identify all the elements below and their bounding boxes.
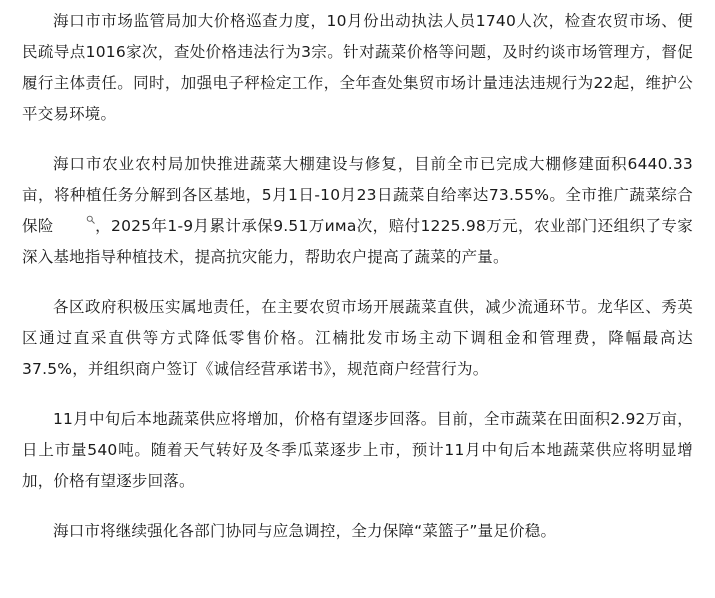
- search-icon-wrapper[interactable]: [54, 211, 95, 242]
- search-icon[interactable]: [86, 215, 95, 224]
- paragraph-text-part-2: ，2025年1-9月累计承保9.51万има次，赔付1225.98万元，农业部门还组织了专家深入基地指导种植技术，提高抗灾能力，帮助农户提高了蔬菜的产量。: [22, 217, 693, 266]
- paragraph-text-part-1: 海口市农业农村局加快推进蔬菜大棚建设与修复，目前全市已完成大棚修建面积6440.33亩，将种植任务分解到各区基地，5月1日-10月23日蔬菜自给率达73.55%。全市推广蔬菜综合保险: [22, 155, 693, 235]
- paragraph-market-supervision: 海口市市场监管局加大价格巡查力度，10月份出动执法人员1740人次，检查农贸市场、便民疏导点1016家次，查处价格违法行为3宗。针对蔬菜价格等问题，及时约谈市场管理方，督促履行主体责任。同时，加强电子秤检定工作，全年查处集贸市场计量违法违规行为22起，维护公平交易环境。: [22, 12, 693, 123]
- paragraph-conclusion: 海口市将继续强化各部门协同与应急调控，全力保障“菜篮子”量足价稳。: [53, 522, 557, 540]
- paragraph-agriculture-bureau: [22, 149, 693, 273]
- paragraph-november-supply: 11月中旬后本地蔬菜供应将增加，价格有望逐步回落。目前，全市蔬菜在田面积2.92万亩，日上市量540吨。随着天气转好及冬季瓜菜逐步上市，预计11月中旬后本地蔬菜供应将明显增加，价格有望逐步回落。: [22, 410, 693, 490]
- paragraph-district-government: 各区政府积极压实属地责任，在主要农贸市场开展蔬菜直供，减少流通环节。龙华区、秀英区通过直采直供等方式降低零售价格。江楠批发市场主动下调租金和管理费，降幅最高达37.5%，并组织商户签订《诚信经营承诺书》，规范商户经营行为。: [22, 298, 693, 378]
